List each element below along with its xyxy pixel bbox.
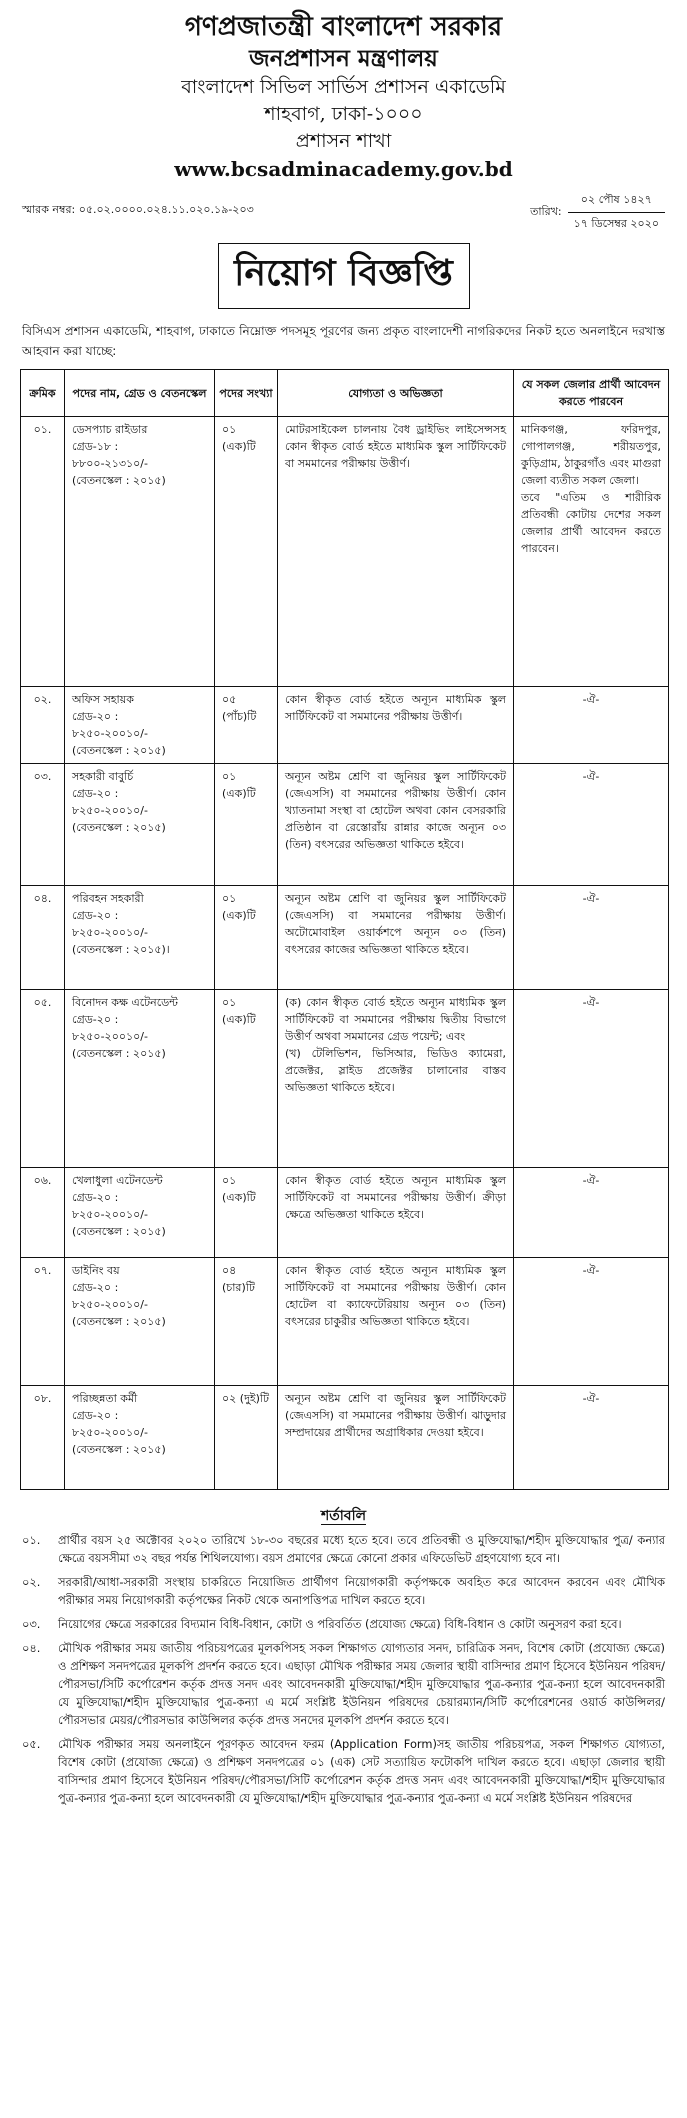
district-line: -ঐ-: [582, 770, 600, 783]
cell-post: [65, 687, 215, 764]
condition-text: মৌখিক পরীক্ষার সময় জাতীয় পরিচয়পত্রের মূলকপিসহ সকল শিক্ষাগত যোগ্যতার সনদ, চারিত্রিক সনদ, বিশেষ কোটা (প্রযোজ্য ক্ষেত্রে) ও প্রশিক্ষণ সনদপত্রের মূলকপি প্রদর্শন করতে হবে। এছাড়া মৌখিক পরীক্ষার সময় জেলার স্থায়ী বাসিন্দার প্রমাণ হিসেবে ইউনিয়ন পরিষদ/পৌরসভা/সিটি কর্পোরেশন কর্তৃক প্রদত্ত সনদ এবং আবেদনকারী মুক্তিযোদ্ধা/শহীদ মুক্তিযোদ্ধার পুত্র-কন্যার পুত্র-কন্যা হলে আবেদনকারী যে মুক্তিযোদ্ধা/শহীদ মুক্তিযোদ্ধার পুত্র-কন্যা এ মর্মে সংশ্লিষ্ট ইউনিয়ন পরিষদের চেয়ারম্যান/সিটি কর্পোরেশনের ওয়ার্ড কাউন্সিলর/পৌরসভার মেয়র/পৌরসভার কাউন্সিলর কর্তৃক প্রদত্ত সনদের মূলকপি প্রদর্শন করতে হবে।: [58, 1641, 665, 1727]
memo-number: স্মারক নম্বর: ০৫.০২.০০০০.০২৪.১১.০২০.১৯-২০৩: [22, 203, 254, 216]
district-line: তবে "এতিম ও শারীরিক প্রতিবন্ধী কোটায় দেশের সকল জেলার প্রার্থী আবেদন করতে পারবেন।: [521, 491, 661, 555]
cell-district: [514, 1168, 669, 1258]
count-line: (এক)টি: [222, 1191, 256, 1204]
vacancy-table: [20, 369, 669, 1490]
count-line: (পাঁচ)টি: [222, 710, 257, 723]
website: www.bcsadminacademy.gov.bd: [174, 157, 513, 181]
cell-district: [514, 886, 669, 990]
cell-serial: ০১.: [21, 417, 65, 687]
cell-count: [215, 1386, 278, 1490]
cell-post: [65, 1168, 215, 1258]
cell-count: [215, 1258, 278, 1386]
cell-post: [65, 886, 215, 990]
cell-serial: ০৫.: [21, 990, 65, 1168]
post-line: ৮৮০০-২১৩১০/-: [72, 457, 148, 470]
cell-count: [215, 990, 278, 1168]
post-line: (বেতনস্কেল : ২০১৫): [72, 1047, 166, 1060]
post-line: গ্রেড-২০ :: [72, 710, 119, 723]
cell-district: [514, 417, 669, 687]
post-line: বিনোদন কক্ষ এটেনডেন্ট: [72, 996, 178, 1009]
post-line: গ্রেড-২০ :: [72, 1281, 119, 1294]
condition-text: সরকারী/আধা-সরকারী সংস্থায় চাকরিতে নিয়োজিত প্রার্থীগণ নিয়োগকারী কর্তৃপক্ষকে অবহিত করে আবেদন করবেন এবং মৌখিক পরীক্ষার সময় নিয়োগকারী কর্তৃপক্ষের নিকট থেকে অনাপত্তিপত্র দাখিল করতে হবে।: [58, 1575, 665, 1607]
count-line: ০১: [222, 996, 237, 1009]
qualification-line: (ক) কোন স্বীকৃত বোর্ড হইতে অন্যূন মাধ্যমিক স্কুল সার্টিফিকেট বা সমমানের পরীক্ষায় দ্বিতীয় বিভাগে উত্তীর্ণ অথবা সমমানের গ্রেড পয়েন্ট; এবং: [285, 996, 506, 1043]
cell-count: [215, 1168, 278, 1258]
cell-serial: ০৬.: [21, 1168, 65, 1258]
district-line: -ঐ-: [582, 1174, 600, 1187]
post-line: (বেতনস্কেল : ২০১৫): [72, 744, 166, 757]
table-row: [21, 1386, 669, 1490]
condition-item: [22, 1735, 665, 1807]
district-line: -ঐ-: [582, 1392, 600, 1405]
condition-number: ০৩.: [22, 1617, 41, 1631]
post-line: গ্রেড-২০ :: [72, 1013, 119, 1026]
condition-number: ০৪.: [22, 1641, 41, 1655]
cell-serial: ০৮.: [21, 1386, 65, 1490]
post-line: সহকারী বাবুর্চি: [72, 770, 134, 783]
post-line: ৮২৫০-২০০১০/-: [72, 1426, 148, 1439]
table-row: [21, 764, 669, 886]
cell-count: [215, 886, 278, 990]
post-line: গ্রেড-২০ :: [72, 909, 119, 922]
count-line: ০১: [222, 892, 237, 905]
cell-qualification: [278, 1258, 514, 1386]
qualification-line: (খ) টেলিভিশন, ভিসিআর, ভিডিও ক্যামেরা, প্রজেক্টর, স্লাইড প্রজেক্টর চালানোর বাস্তব অভিজ্ঞতা থাকিতে হইবে।: [285, 1047, 506, 1094]
cell-qualification: [278, 1168, 514, 1258]
post-line: গ্রেড-২০ :: [72, 787, 119, 800]
district-line: মানিকগঞ্জ, ফরিদপুর, গোপালগঞ্জ, শরীয়তপুর, কুড়িগ্রাম, ঠাকুরগাঁও এবং মাগুরা জেলা ব্যতীত সকল জেলা।: [521, 423, 661, 487]
post-line: (বেতনস্কেল : ২০১৫)।: [72, 943, 170, 956]
academy-name: বাংলাদেশ সিভিল সার্ভিস প্রশাসন একাডেমি: [181, 76, 506, 98]
post-line: খেলাধুলা এটেনডেন্ট: [72, 1174, 163, 1187]
address: শাহবাগ, ঢাকা-১০০০: [264, 103, 423, 125]
post-line: ডেসপ্যাচ রাইডার: [72, 423, 148, 436]
qualification-line: মোটরসাইকেল চালনায় বৈধ ড্রাইভিং লাইসেন্সসহ কোন স্বীকৃত বোর্ড হইতে মাধ্যমিক স্কুল সার্টিফিকেট বা সমমানের পরীক্ষায় উত্তীর্ণ।: [285, 423, 506, 470]
memo-row: [0, 189, 687, 229]
col-header-post: পদের নাম, গ্রেড ও বেতনস্কেল: [65, 370, 215, 417]
post-line: পরিচ্ছন্নতা কর্মী: [72, 1392, 138, 1405]
table-row: [21, 417, 669, 687]
cell-serial: ০৭.: [21, 1258, 65, 1386]
district-line: -ঐ-: [582, 1264, 600, 1277]
district-line: -ঐ-: [582, 892, 600, 905]
cell-qualification: [278, 1386, 514, 1490]
post-line: ৮২৫০-২০০১০/-: [72, 804, 148, 817]
date-label: তারিখ:: [530, 205, 562, 218]
post-line: অফিস সহায়ক: [72, 693, 134, 706]
qualification-line: কোন স্বীকৃত বোর্ড হইতে অন্যূন মাধ্যমিক স্কুল সার্টিফিকেট বা সমমানের পরীক্ষায় উত্তীর্ণ।: [285, 693, 506, 723]
count-line: ০১: [222, 423, 237, 436]
cell-count: [215, 687, 278, 764]
count-line: ০২ (দুই)টি: [222, 1392, 270, 1405]
conditions-heading: [0, 1504, 687, 1528]
col-header-count: পদের সংখ্যা: [215, 370, 278, 417]
count-line: (এক)টি: [222, 1013, 256, 1026]
post-line: ৮২৫০-২০০১০/-: [72, 1030, 148, 1043]
qualification-line: অন্যূন অষ্টম শ্রেণি বা জুনিয়র স্কুল সার্টিফিকেট (জেএসসি) বা সমমানের পরীক্ষায় উত্তীর্ণ। কোন খ্যাতনামা সংস্থা বা হোটেল অথবা কোন বেসরকারি প্রতিষ্ঠান বা রেস্তোরাঁয় রান্নার কাজে অন্যূন ০৩ (তিন) বৎসরের অভিজ্ঞতা থাকিতে হইবে।: [285, 770, 506, 851]
col-header-serial: ক্রমিক: [21, 370, 65, 417]
cell-serial: ০৪.: [21, 886, 65, 990]
condition-item: [22, 1615, 665, 1633]
post-line: গ্রেড-২০ :: [72, 1409, 119, 1422]
date-block: [530, 189, 665, 236]
post-line: (বেতনস্কেল : ২০১৫): [72, 821, 166, 834]
cell-qualification: [278, 764, 514, 886]
post-line: (বেতনস্কেল : ২০১৫): [72, 1443, 166, 1456]
cell-district: [514, 1258, 669, 1386]
count-line: (এক)টি: [222, 909, 256, 922]
cell-count: [215, 417, 278, 687]
col-header-district: যে সকল জেলার প্রার্থী আবেদন করতে পারবেন: [514, 370, 669, 417]
cell-serial: ০২.: [21, 687, 65, 764]
cell-serial: ০৩.: [21, 764, 65, 886]
post-line: (বেতনস্কেল : ২০১৫): [72, 1315, 166, 1328]
table-row: [21, 1258, 669, 1386]
qualification-line: অন্যূন অষ্টম শ্রেণি বা জুনিয়র স্কুল সার্টিফিকেট (জেএসসি) বা সমমানের পরীক্ষায় উত্তীর্ণ। অটোমোবাইল ওয়ার্কশপে অন্যূন ০৩ (তিন) বৎসরের কাজের অভিজ্ঞতা থাকিতে হইবে।: [285, 892, 506, 956]
qualification-line: কোন স্বীকৃত বোর্ড হইতে অন্যূন মাধ্যমিক স্কুল সার্টিফিকেট বা সমমানের পরীক্ষায় উত্তীর্ণ। কোন হোটেল বা ক্যাফেটেরিয়ায় অন্যূন ০৩ (তিন) বৎসরের চাকুরীর অভিজ্ঞতা থাকিতে হইবে।: [285, 1264, 506, 1328]
intro-paragraph: বিসিএস প্রশাসন একাডেমি, শাহবাগ, ঢাকাতে নিম্নোক্ত পদসমূহ পূরণের জন্য প্রকৃত বাংলাদেশী নাগরিকদের নিকট হতে অনলাইনে দরখাস্ত আহবান করা যাচ্ছে:: [22, 324, 665, 358]
table-row: [21, 990, 669, 1168]
notice-title: নিয়োগ বিজ্ঞপ্তি: [218, 243, 470, 309]
post-line: গ্রেড-২০ :: [72, 1191, 119, 1204]
count-line: ০৪: [222, 1264, 237, 1277]
post-line: (বেতনস্কেল : ২০১৫): [72, 474, 166, 487]
count-line: ০৫: [222, 693, 237, 706]
cell-post: [65, 1386, 215, 1490]
letterhead: [0, 0, 687, 183]
count-line: ০১: [222, 1174, 237, 1187]
post-line: গ্রেড-১৮ :: [72, 440, 119, 453]
post-line: ৮২৫০-২০০১০/-: [72, 926, 148, 939]
table-row: [21, 886, 669, 990]
date-bangla: ০২ পৌষ ১৪২৭: [568, 189, 665, 213]
date-english: ১৭ ডিসেম্বর ২০২০: [573, 217, 659, 230]
post-line: ৮২৫০-২০০১০/-: [72, 1208, 148, 1221]
cell-qualification: [278, 687, 514, 764]
cell-district: [514, 990, 669, 1168]
condition-text: নিয়োগের ক্ষেত্রে সরকারের বিদ্যমান বিধি-বিধান, কোটা ও পরিবর্তিত (প্রযোজ্য ক্ষেত্রে) বিধি-বিধান ও কোটা অনুসরণ করা হবে।: [58, 1617, 622, 1631]
count-line: (এক)টি: [222, 440, 256, 453]
condition-number: ০১.: [22, 1533, 41, 1547]
cell-post: [65, 990, 215, 1168]
count-line: (এক)টি: [222, 787, 256, 800]
count-line: ০১: [222, 770, 237, 783]
table-row: [21, 1168, 669, 1258]
count-line: (চার)টি: [222, 1281, 255, 1294]
post-line: পরিবহন সহকারী: [72, 892, 144, 905]
qualification-line: কোন স্বীকৃত বোর্ড হইতে অন্যূন মাধ্যমিক স্কুল সার্টিফিকেট বা সমমানের পরীক্ষায় উত্তীর্ণ। ক্রীড়া ক্ষেত্রে অভিজ্ঞতা থাকিতে হইবে।: [285, 1174, 506, 1221]
district-line: -ঐ-: [582, 996, 600, 1009]
district-line: -ঐ-: [582, 693, 600, 706]
branch-name: প্রশাসন শাখা: [295, 130, 392, 152]
post-line: ডাইনিং বয়: [72, 1264, 120, 1277]
cell-qualification: [278, 417, 514, 687]
condition-number: ০২.: [22, 1575, 41, 1589]
cell-post: [65, 1258, 215, 1386]
condition-item: [22, 1573, 665, 1609]
cell-count: [215, 764, 278, 886]
cell-district: [514, 1386, 669, 1490]
conditions-list: [0, 1531, 687, 1807]
table-header-row: [21, 370, 669, 417]
condition-number: ০৫.: [22, 1737, 41, 1751]
cell-district: [514, 687, 669, 764]
qualification-line: অন্যূন অষ্টম শ্রেণি বা জুনিয়র স্কুল সার্টিফিকেট (জেএসসি) বা সমমানের পরীক্ষায় উত্তীর্ণ। ঝাড়ুদার সম্প্রদায়ের প্রার্থীদের অগ্রাধিকার দেওয়া হইবে।: [285, 1392, 506, 1439]
post-line: (বেতনস্কেল : ২০১৫): [72, 1225, 166, 1238]
table-body: [21, 417, 669, 1490]
condition-item: [22, 1531, 665, 1567]
condition-text: মৌখিক পরীক্ষার সময় অনলাইনে পূরণকৃত আবেদন ফরম (Application Form)সহ জাতীয় পরিচয়পত্র, সকল শিক্ষাগত যোগ্যতা, বিশেষ কোটা (প্রযোজ্য ক্ষেত্রে) ও প্রশিক্ষণ সনদপত্রের ০১ (এক) সেট সত্যায়িত ফটোকপি দাখিল করতে হবে। এছাড়া জেলার স্থায়ী বাসিন্দার প্রমাণ হিসেবে ইউনিয়ন পরিষদ/পৌরসভা/সিটি কর্পোরেশন কর্তৃক প্রদত্ত সনদ এবং আবেদনকারী মুক্তিযোদ্ধা/শহীদ মুক্তিযোদ্ধার পুত্র-কন্যার পুত্র-কন্যা হলে আবেদনকারী যে মুক্তিযোদ্ধা/শহীদ মুক্তিযোদ্ধার পুত্র-কন্যার পুত্র-কন্যা এ মর্মে সংশ্লিষ্ট ইউনিয়ন পরিষদের: [58, 1737, 665, 1805]
conditions-title: শর্তাবলি: [320, 1508, 367, 1524]
date-values: [568, 189, 665, 236]
cell-qualification: [278, 990, 514, 1168]
condition-text: প্রার্থীর বয়স ২৫ অক্টোবর ২০২০ তারিখে ১৮-৩০ বছরের মধ্যে হতে হবে। তবে প্রতিবন্ধী ও মুক্তিযোদ্ধা/শহীদ মুক্তিযোদ্ধার পুত্র/ কন্যার ক্ষেত্রে বয়সসীমা ৩২ বছর পর্যন্ত শিথিলযোগ্য। বয়স প্রমাণের ক্ষেত্রে কোনো প্রকার এফিডেভিট গ্রহণযোগ্য হবে না।: [58, 1533, 665, 1565]
ministry-name: জনপ্রশাসন মন্ত্রণালয়: [249, 45, 438, 72]
cell-post: [65, 764, 215, 886]
cell-district: [514, 764, 669, 886]
col-header-qualification: যোগ্যতা ও অভিজ্ঞতা: [278, 370, 514, 417]
post-line: ৮২৫০-২০০১০/-: [72, 1298, 148, 1311]
cell-qualification: [278, 886, 514, 990]
condition-item: [22, 1639, 665, 1729]
cell-post: [65, 417, 215, 687]
government-name: গণপ্রজাতন্ত্রী বাংলাদেশ সরকার: [184, 12, 503, 42]
table-row: [21, 687, 669, 764]
post-line: ৮২৫০-২০০১০/-: [72, 727, 148, 740]
